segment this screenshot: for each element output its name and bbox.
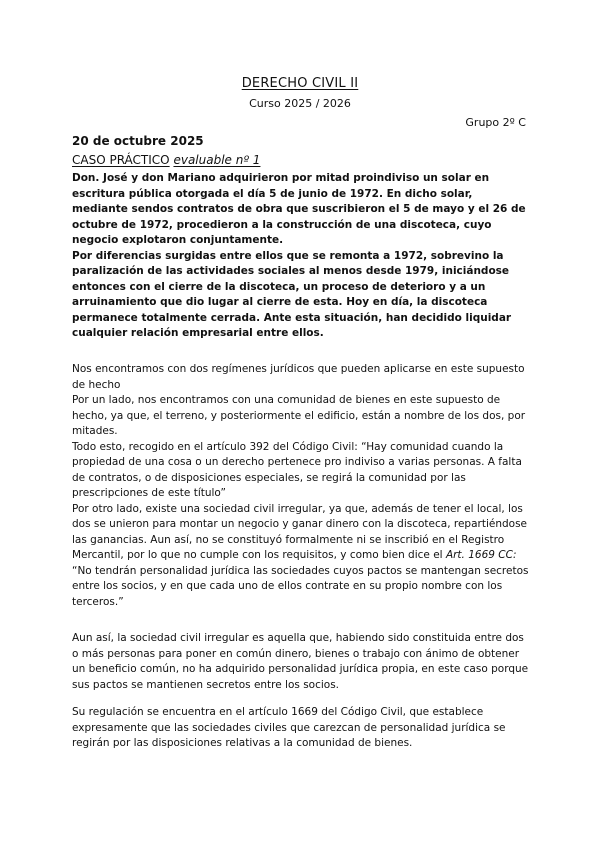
case-title-main: CASO PRÁCTICO [72, 153, 170, 167]
answer-section-2 [72, 631, 530, 693]
document-title: DERECHO CIVIL II [241, 76, 359, 91]
answer-paragraph-5: Aun así, la sociedad civil irregular es aquella que, habiendo sido constituida entre dos o más personas para poner en común dinero, bienes o trabajo con ánimo de obtener un beneficio común, no ha adquirido personalidad jurídica propia, en este caso porque sus pactos se mantienen secretos entre los socios. [72, 632, 529, 691]
answer-paragraph-3: Todo esto, recogido en el artículo 392 del Código Civil: “Hay comunidad cuando la propiedad de una cosa o un derecho pertenece pro indiviso a varias personas. A falta de contratos, o de disposiciones especiales, se regirá la comunidad por las prescripciones de este título” [72, 440, 522, 499]
statement-paragraph-2: Por diferencias surgidas entre ellos que se remonta a 1972, sobrevino la paralización de las actividades sociales al menos desde 1979, iniciándose entonces con el cierre de la discoteca, un proceso de deterioro y a un arruinamiento que dio lugar al cierre de esta. Hoy en día, la discoteca permanece totalmente cerrada. Ante esta situación, han decidido liquidar cualquier relación empresarial entre ellos. [72, 249, 512, 339]
document-date: 20 de octubre 2025 [72, 134, 204, 148]
case-statement [72, 171, 530, 342]
answer-paragraph-1: Nos encontramos con dos regímenes jurídicos que pueden aplicarse en este supuesto de hecho [72, 363, 525, 391]
answer-paragraph-4: Por otro lado, existe una sociedad civil irregular, ya que, además de tener el local, los dos se unieron para montar un negocio y ganar dinero con la discoteca, repartiéndose las ganancias. Aun así, no se constituyó formalmente ni se inscribió en el Registro Mercantil, por lo que no cumple con los requisitos, y como bien dice el Art. 1669 CC: “No tendrán personalidad jurídica las sociedades cuyos pactos se mantengan secretos entre los socios, y en que cada uno de ellos contrate en su propio nombre con los terceros.” [72, 502, 529, 608]
answer-paragraph-2: Por un lado, nos encontramos con una comunidad de bienes en este supuesto de hecho, ya que, el terreno, y posteriormente el edificio, están a nombre de los dos, por mitades. [72, 394, 526, 437]
group-label: Grupo 2º C [465, 116, 526, 129]
article-reference: Art. 1669 CC: [445, 549, 517, 561]
statement-paragraph-1: Don. José y don Mariano adquirieron por mitad proindiviso un solar en escritura pública otorgada el día 5 de junio de 1972. En dicho solar, mediante sendos contratos de obra que suscribieron el 5 de mayo y el 26 de octubre de 1972, procedieron a la construcción de una discoteca, cuyo negocio explotaron conjuntamente. [72, 172, 526, 246]
answer-section-3 [72, 705, 530, 752]
case-title [72, 153, 260, 167]
answer-paragraph-6: Su regulación se encuentra en el artículo 1669 del Código Civil, que establece expresamente que las sociedades civiles que carezcan de personalidad jurídica se regirán por las disposiciones relativas a la comunidad de bienes. [72, 706, 506, 749]
case-title-suffix: evaluable nº 1 [173, 153, 261, 167]
course-year: Curso 2025 / 2026 [249, 97, 351, 110]
answer-section-1 [72, 362, 530, 610]
